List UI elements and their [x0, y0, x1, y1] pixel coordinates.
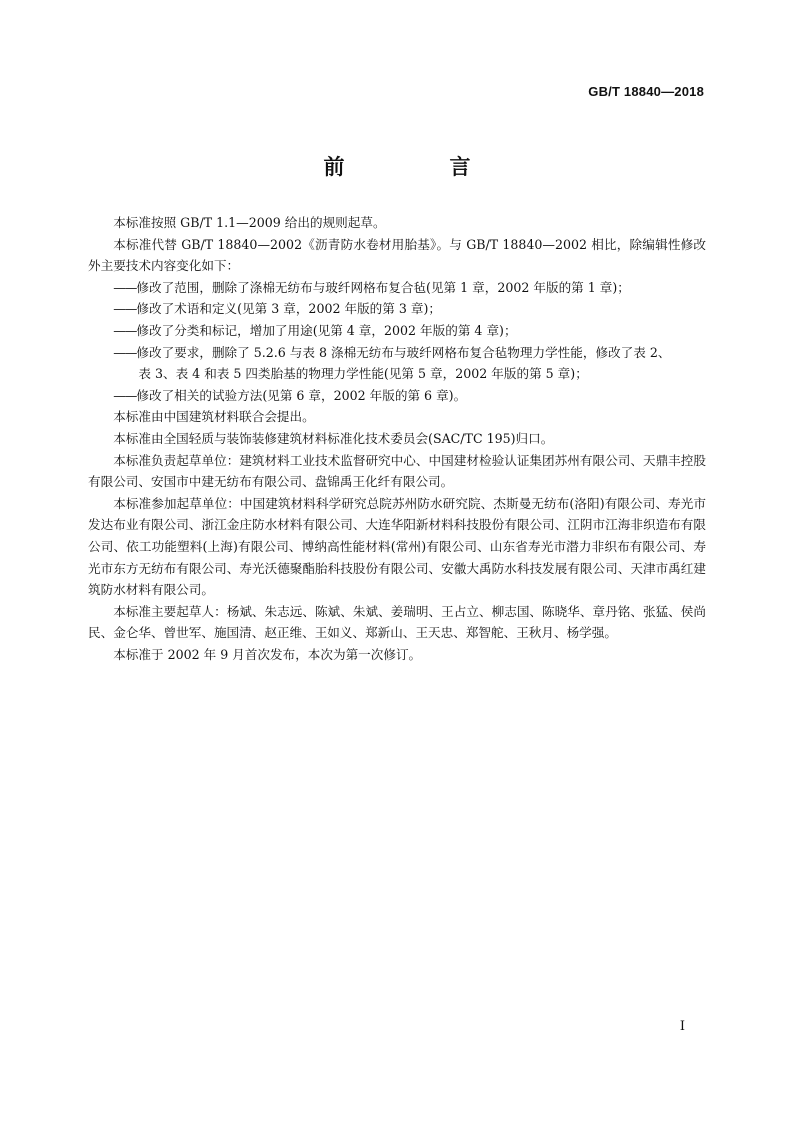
dash-marker: ——	[113, 301, 137, 317]
list-item	[88, 385, 706, 407]
paragraph-proposer: 本标准由中国建筑材料联合会提出。	[113, 409, 315, 425]
list-item	[88, 298, 706, 320]
paragraph-main-drafters: 本标准主要起草人：杨斌、朱志远、陈斌、朱斌、姜瑞明、王占立、柳志国、陈晓华、章丹铭、张猛、侯尚民、金仑华、曾世军、施国清、赵正维、王如义、郑新山、王天忠、郑智舵、王秋月、杨学强。	[88, 603, 706, 641]
dash-marker: ——	[113, 322, 137, 338]
page-number: I	[679, 1019, 685, 1034]
list-item	[88, 342, 706, 385]
list-item-text: 修改了分类和标记，增加了用途(见第 4 章，2002 年版的第 4 章)；	[136, 322, 517, 338]
list-item-text: 修改了要求，删除了 5.2.6 与表 8 涤棉无纺布与玻纤网格布复合毡物理力学性能，修改了表 2、	[136, 344, 671, 360]
list-item-text: 修改了相关的试验方法(见第 6 章，2002 年版的第 6 章)。	[136, 387, 467, 403]
list-item-text: 修改了范围，删除了涤棉无纺布与玻纤网格布复合毡(见第 1 章，2002 年版的第 1 章)；	[136, 279, 630, 295]
list-item-text: 修改了术语和定义(见第 3 章，2002 年版的第 3 章)；	[136, 301, 441, 317]
dash-marker: ——	[113, 279, 137, 295]
paragraph-responsible-drafters: 本标准负责起草单位：建筑材料工业技术监督研究中心、中国建材检验认证集团苏州有限公司、天鼎丰控股有限公司、安国市中建无纺布有限公司、盘锦禹王化纤有限公司。	[88, 452, 706, 490]
dash-marker: ——	[113, 344, 137, 360]
list-item-continuation: 表 3、表 4 和表 5 四类胎基的物理力学性能(见第 5 章，2002 年版的第 5 章)；	[138, 366, 588, 382]
paragraph-participating-drafters: 本标准参加起草单位：中国建筑材料科学研究总院苏州防水研究院、杰斯曼无纺布(洛阳)有限公司、寿光市发达布业有限公司、浙江金庄防水材料有限公司、大连华阳新材料科技股份有限公司、江阴市江海非织造布有限公司、依工功能塑料(上海)有限公司、博纳高性能材料(常州)有限公司、山东省寿光市潜力非织布有限公司、寿光市东方无纺布有限公司、寿光沃德聚酯胎科技股份有限公司、安徽大禹防水科技发展有限公司、天津市禹红建筑防水材料有限公司。	[88, 495, 706, 598]
paragraph-drafting-rules: 本标准按照 GB/T 1.1—2009 给出的规则起草。	[113, 215, 386, 230]
foreword-body	[88, 212, 706, 665]
dash-marker: ——	[113, 387, 137, 403]
page-title: 前 言	[323, 155, 513, 179]
paragraph-replacement: 本标准代替 GB/T 18840—2002《沥青防水卷材用胎基》。与 GB/T 18840—2002 相比，除编辑性修改外主要技术内容变化如下：	[88, 236, 706, 274]
standard-code: GB/T 18840—2018	[588, 84, 704, 99]
paragraph-publication-history: 本标准于 2002 年 9 月首次发布，本次为第一次修订。	[113, 646, 422, 662]
list-item	[88, 320, 706, 342]
list-item	[88, 277, 706, 299]
paragraph-committee: 本标准由全国轻质与装饰装修建筑材料标准化技术委员会(SAC/TC 195)归口。	[113, 430, 554, 446]
